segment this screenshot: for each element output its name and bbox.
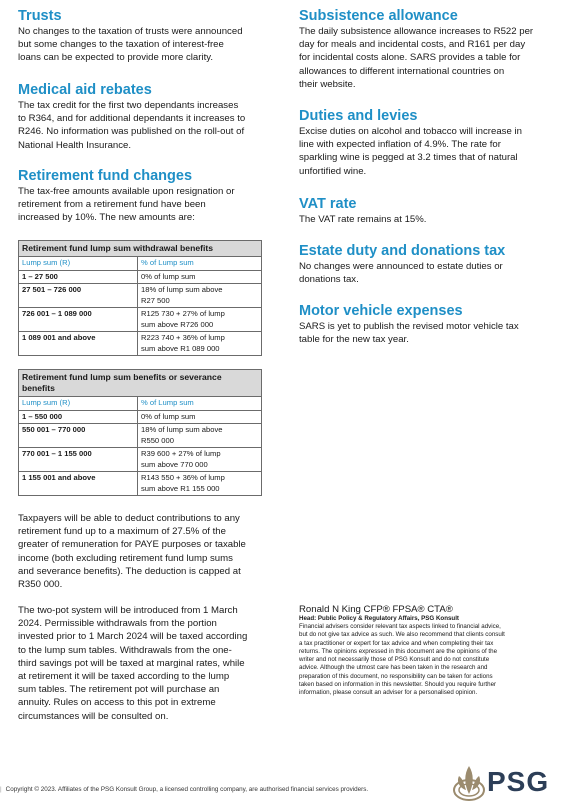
table-row: 1 – 27 500 0% of lump sum — [19, 270, 262, 284]
table2-title: Retirement fund lump sum benefits or severance benefits — [19, 370, 262, 397]
section-medical-aid — [18, 82, 268, 152]
section-deductions — [18, 512, 268, 591]
table-row: 1 089 001 and above R223 740 + 36% of lump sum above R1 089 000 — [19, 332, 262, 356]
table-severance-benefits — [18, 369, 268, 496]
paragraph-deductions: Taxpayers will be able to deduct contributions to any retirement fund up to a maximum of 27.5% of the greater of remuneration for PAYE purposes or taxable income (both excluding retirement fund lump sums and severance benefits). The deduction is capped at R350 000. — [18, 513, 246, 591]
author-name: Ronald N King CFP® FPSA® CTA® — [299, 604, 453, 615]
paragraph-subsistence: The daily subsistence allowance increases to R522 per day for meals and incidental costs, and R161 per day for incidental costs alone. SARS provides a table for allowances to different international countries on their website. — [299, 26, 534, 90]
table-row: 770 001 – 1 155 000 R39 600 + 27% of lump sum above 770 000 — [19, 448, 262, 472]
author-title: Head: Public Policy & Regulatory Affairs, PSG Konsult — [299, 615, 459, 622]
footer-copyright: | Copyright © 2023. Affiliates of the PSG Konsult Group, a licensed controlling company, are authorised financial services providers. — [0, 786, 369, 793]
heading-motor: Motor vehicle expenses — [299, 303, 463, 319]
psg-logo-text: PSG — [487, 766, 550, 797]
paragraph-duties: Excise duties on alcohol and tobacco will increase in line with expected inflation of 4.9%. The rate for sparkling wine is pegged at 3.2 times that of natural unfortified wine. — [299, 126, 522, 177]
table-row: 1 – 550 000 0% of lump sum — [19, 410, 262, 424]
heading-subsistence: Subsistence allowance — [299, 8, 458, 24]
table1-col-percent: % of Lump sum — [138, 257, 262, 271]
table-row: 726 001 – 1 089 000 R125 730 + 27% of lump sum above R726 000 — [19, 308, 262, 332]
section-vat — [299, 196, 554, 226]
paragraph-medical-aid: The tax credit for the first two dependants increases to R364, and for additional dependants it increases to R246. No information was published on the roll-out of National Health Insurance. — [18, 100, 246, 151]
section-two-pot — [18, 604, 268, 723]
paragraph-motor: SARS is yet to publish the revised motor vehicle tax table for the new tax year. — [299, 321, 519, 346]
table1-col-lump-sum: Lump sum (R) — [19, 257, 138, 271]
heading-medical-aid: Medical aid rebates — [18, 82, 152, 98]
section-duties — [299, 108, 554, 178]
table-row: 1 155 001 and above R143 550 + 36% of lump sum above R1 155 000 — [19, 472, 262, 496]
heading-trusts: Trusts — [18, 8, 62, 24]
section-subsistence — [299, 8, 554, 91]
heading-estate: Estate duty and donations tax — [299, 243, 506, 259]
table2-col-lump-sum: Lump sum (R) — [19, 397, 138, 411]
table2-col-percent: % of Lump sum — [138, 397, 262, 411]
section-estate — [299, 243, 554, 286]
section-motor — [299, 303, 554, 346]
paragraph-retirement: The tax-free amounts available upon resignation or retirement from a retirement fund have been increased by 10%. The new amounts are: — [18, 186, 235, 224]
table-withdrawal-benefits — [18, 240, 268, 356]
paragraph-two-pot: The two-pot system will be introduced from 1 March 2024. Permissible withdrawals from the portion invested prior to 1 March 2024 will be taxed according to the lump sum tables. Withdrawals from the one- third savings pot will be taxed at marginal rates, while at retirement it will be taxed according to the lump sum tables. The retirement pot will purchase an annuity. Rules on access to this pot in extreme circumstances will be consulted on. — [18, 605, 248, 722]
paragraph-estate: No changes were announced to estate duties or donations tax. — [299, 261, 503, 286]
table1-title: Retirement fund lump sum withdrawal benefits — [19, 241, 262, 257]
paragraph-trusts: No changes to the taxation of trusts were announced but some changes to the taxation of interest-free loans can be expected to provide more clarity. — [18, 26, 243, 64]
heading-retirement: Retirement fund changes — [18, 168, 193, 184]
table-row: 550 001 – 770 000 18% of lump sum above R550 000 — [19, 424, 262, 448]
heading-vat: VAT rate — [299, 196, 357, 212]
author-block — [299, 604, 554, 698]
paragraph-vat: The VAT rate remains at 15%. — [299, 214, 427, 225]
section-trusts — [18, 8, 268, 65]
disclaimer-text: Financial advisers consider relevant tax aspects linked to financial advice, but do not give tax advice as such. We also recommend that clients consult a tax practitioner or expert for tax advice and when completing their tax returns. The opinions expressed in this document are the opinions of the writer and not necessarily those of PSG Konsult and do not constitute advice. Although the utmost care has been taken in the research and preparation of this document, no responsibility can be taken for actions taken based on information in this newsletter. Should you require further information, please consult an adviser for a personalised opinion. — [299, 623, 505, 697]
table-row: 27 501 – 726 000 18% of lump sum above R27 500 — [19, 284, 262, 308]
heading-duties: Duties and levies — [299, 108, 418, 124]
psg-emblem-icon — [452, 764, 486, 802]
section-retirement — [18, 168, 268, 225]
